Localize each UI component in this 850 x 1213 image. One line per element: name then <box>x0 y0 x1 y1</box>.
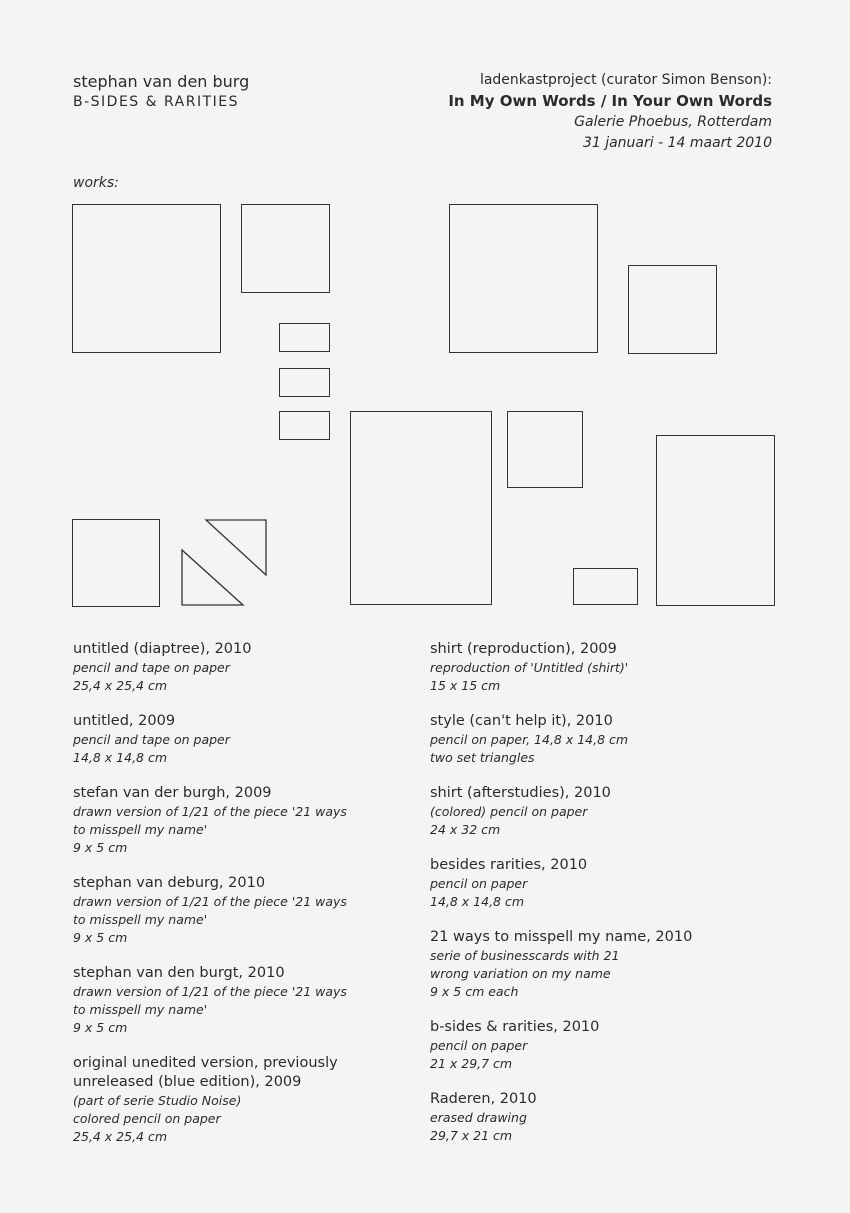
work-entry <box>73 964 443 1037</box>
work-detail: drawn version of 1/21 of the piece '21 ways <box>73 984 347 999</box>
work-detail: drawn version of 1/21 of the piece '21 ways <box>73 804 347 819</box>
artist-block <box>73 72 249 112</box>
work-title: style (can't help it), 2010 <box>430 713 613 729</box>
work-frame <box>72 204 221 353</box>
work-frame <box>628 265 717 354</box>
work-entry <box>430 856 800 911</box>
work-frame <box>72 519 160 607</box>
work-frame <box>656 435 775 606</box>
work-detail: (part of serie Studio Noise) <box>73 1093 242 1108</box>
work-detail: colored pencil on paper <box>73 1111 221 1126</box>
work-title: besides rarities, 2010 <box>430 857 588 873</box>
work-detail: pencil and tape on paper <box>73 732 230 747</box>
work-title: original unedited version, previously unreleased (blue edition), 2009 <box>73 1055 338 1090</box>
work-detail: 14,8 x 14,8 cm <box>73 750 168 765</box>
work-entry <box>430 928 800 1001</box>
work-entry <box>73 1054 443 1146</box>
work-detail: pencil on paper <box>430 876 528 891</box>
exhibition-block <box>448 70 772 154</box>
work-detail: pencil on paper, 14,8 x 14,8 cm <box>430 732 629 747</box>
work-frame <box>449 204 598 353</box>
project-line: ladenkastproject (curator Simon Benson): <box>479 72 772 88</box>
work-title: shirt (afterstudies), 2010 <box>430 785 611 801</box>
artist-name: stephan van den burg <box>73 72 250 91</box>
dates: 31 januari - 14 maart 2010 <box>582 135 772 151</box>
work-entry <box>430 1018 800 1073</box>
work-detail: 29,7 x 21 cm <box>430 1128 513 1143</box>
work-frame <box>241 204 330 293</box>
work-entry <box>73 712 443 767</box>
work-frame <box>573 568 638 605</box>
work-entry <box>73 640 443 695</box>
works-label: works: <box>73 175 119 191</box>
work-detail: pencil and tape on paper <box>73 660 230 675</box>
work-detail: 21 x 29,7 cm <box>430 1056 513 1071</box>
work-detail: to misspell my name' <box>73 822 208 837</box>
work-title: untitled (diaptree), 2010 <box>73 641 252 657</box>
work-detail: 9 x 5 cm <box>73 1020 128 1035</box>
work-detail: serie of businesscards with 21 <box>430 948 620 963</box>
work-title: 21 ways to misspell my name, 2010 <box>430 929 693 945</box>
work-detail: 9 x 5 cm each <box>430 984 519 999</box>
work-frame <box>507 411 583 488</box>
work-title: b-sides & rarities, 2010 <box>430 1019 600 1035</box>
work-title: untitled, 2009 <box>73 713 176 729</box>
work-detail: erased drawing <box>430 1110 527 1125</box>
work-title: stephan van deburg, 2010 <box>73 875 266 891</box>
work-entry <box>430 1090 800 1145</box>
work-frame <box>279 323 330 352</box>
work-detail: 9 x 5 cm <box>73 930 128 945</box>
work-detail: 15 x 15 cm <box>430 678 501 693</box>
work-frame <box>279 411 330 440</box>
work-detail: reproduction of 'Untitled (shirt)' <box>430 660 629 675</box>
work-entry <box>73 874 443 947</box>
exhibition-title: In My Own Words / In Your Own Words <box>448 92 772 110</box>
work-title: stephan van den burgt, 2010 <box>73 965 285 981</box>
work-entry <box>430 784 800 839</box>
works-list-left <box>73 640 443 1163</box>
work-title: shirt (reproduction), 2009 <box>430 641 617 657</box>
work-detail: 9 x 5 cm <box>73 840 128 855</box>
works-list-right <box>430 640 800 1162</box>
work-detail: drawn version of 1/21 of the piece '21 ways <box>73 894 347 909</box>
work-entry <box>73 784 443 857</box>
work-frame <box>279 368 330 397</box>
venue: Galerie Phoebus, Rotterdam <box>574 114 772 130</box>
work-entry <box>430 640 800 695</box>
work-detail: to misspell my name' <box>73 912 208 927</box>
work-detail: 24 x 32 cm <box>430 822 501 837</box>
work-frame <box>350 411 492 605</box>
work-detail: to misspell my name' <box>73 1002 208 1017</box>
exhibition-subtitle: B-SIDES & RARITIES <box>73 94 240 110</box>
work-detail: (colored) pencil on paper <box>430 804 588 819</box>
work-detail: 25,4 x 25,4 cm <box>73 678 168 693</box>
work-detail: 14,8 x 14,8 cm <box>430 894 525 909</box>
work-detail: two set triangles <box>430 750 535 765</box>
work-detail: wrong variation on my name <box>430 966 611 981</box>
work-entry <box>430 712 800 767</box>
work-title: Raderen, 2010 <box>430 1091 537 1107</box>
work-title: stefan van der burgh, 2009 <box>73 785 272 801</box>
work-detail: pencil on paper <box>430 1038 528 1053</box>
set-triangles <box>180 519 270 609</box>
work-detail: 25,4 x 25,4 cm <box>73 1129 168 1144</box>
